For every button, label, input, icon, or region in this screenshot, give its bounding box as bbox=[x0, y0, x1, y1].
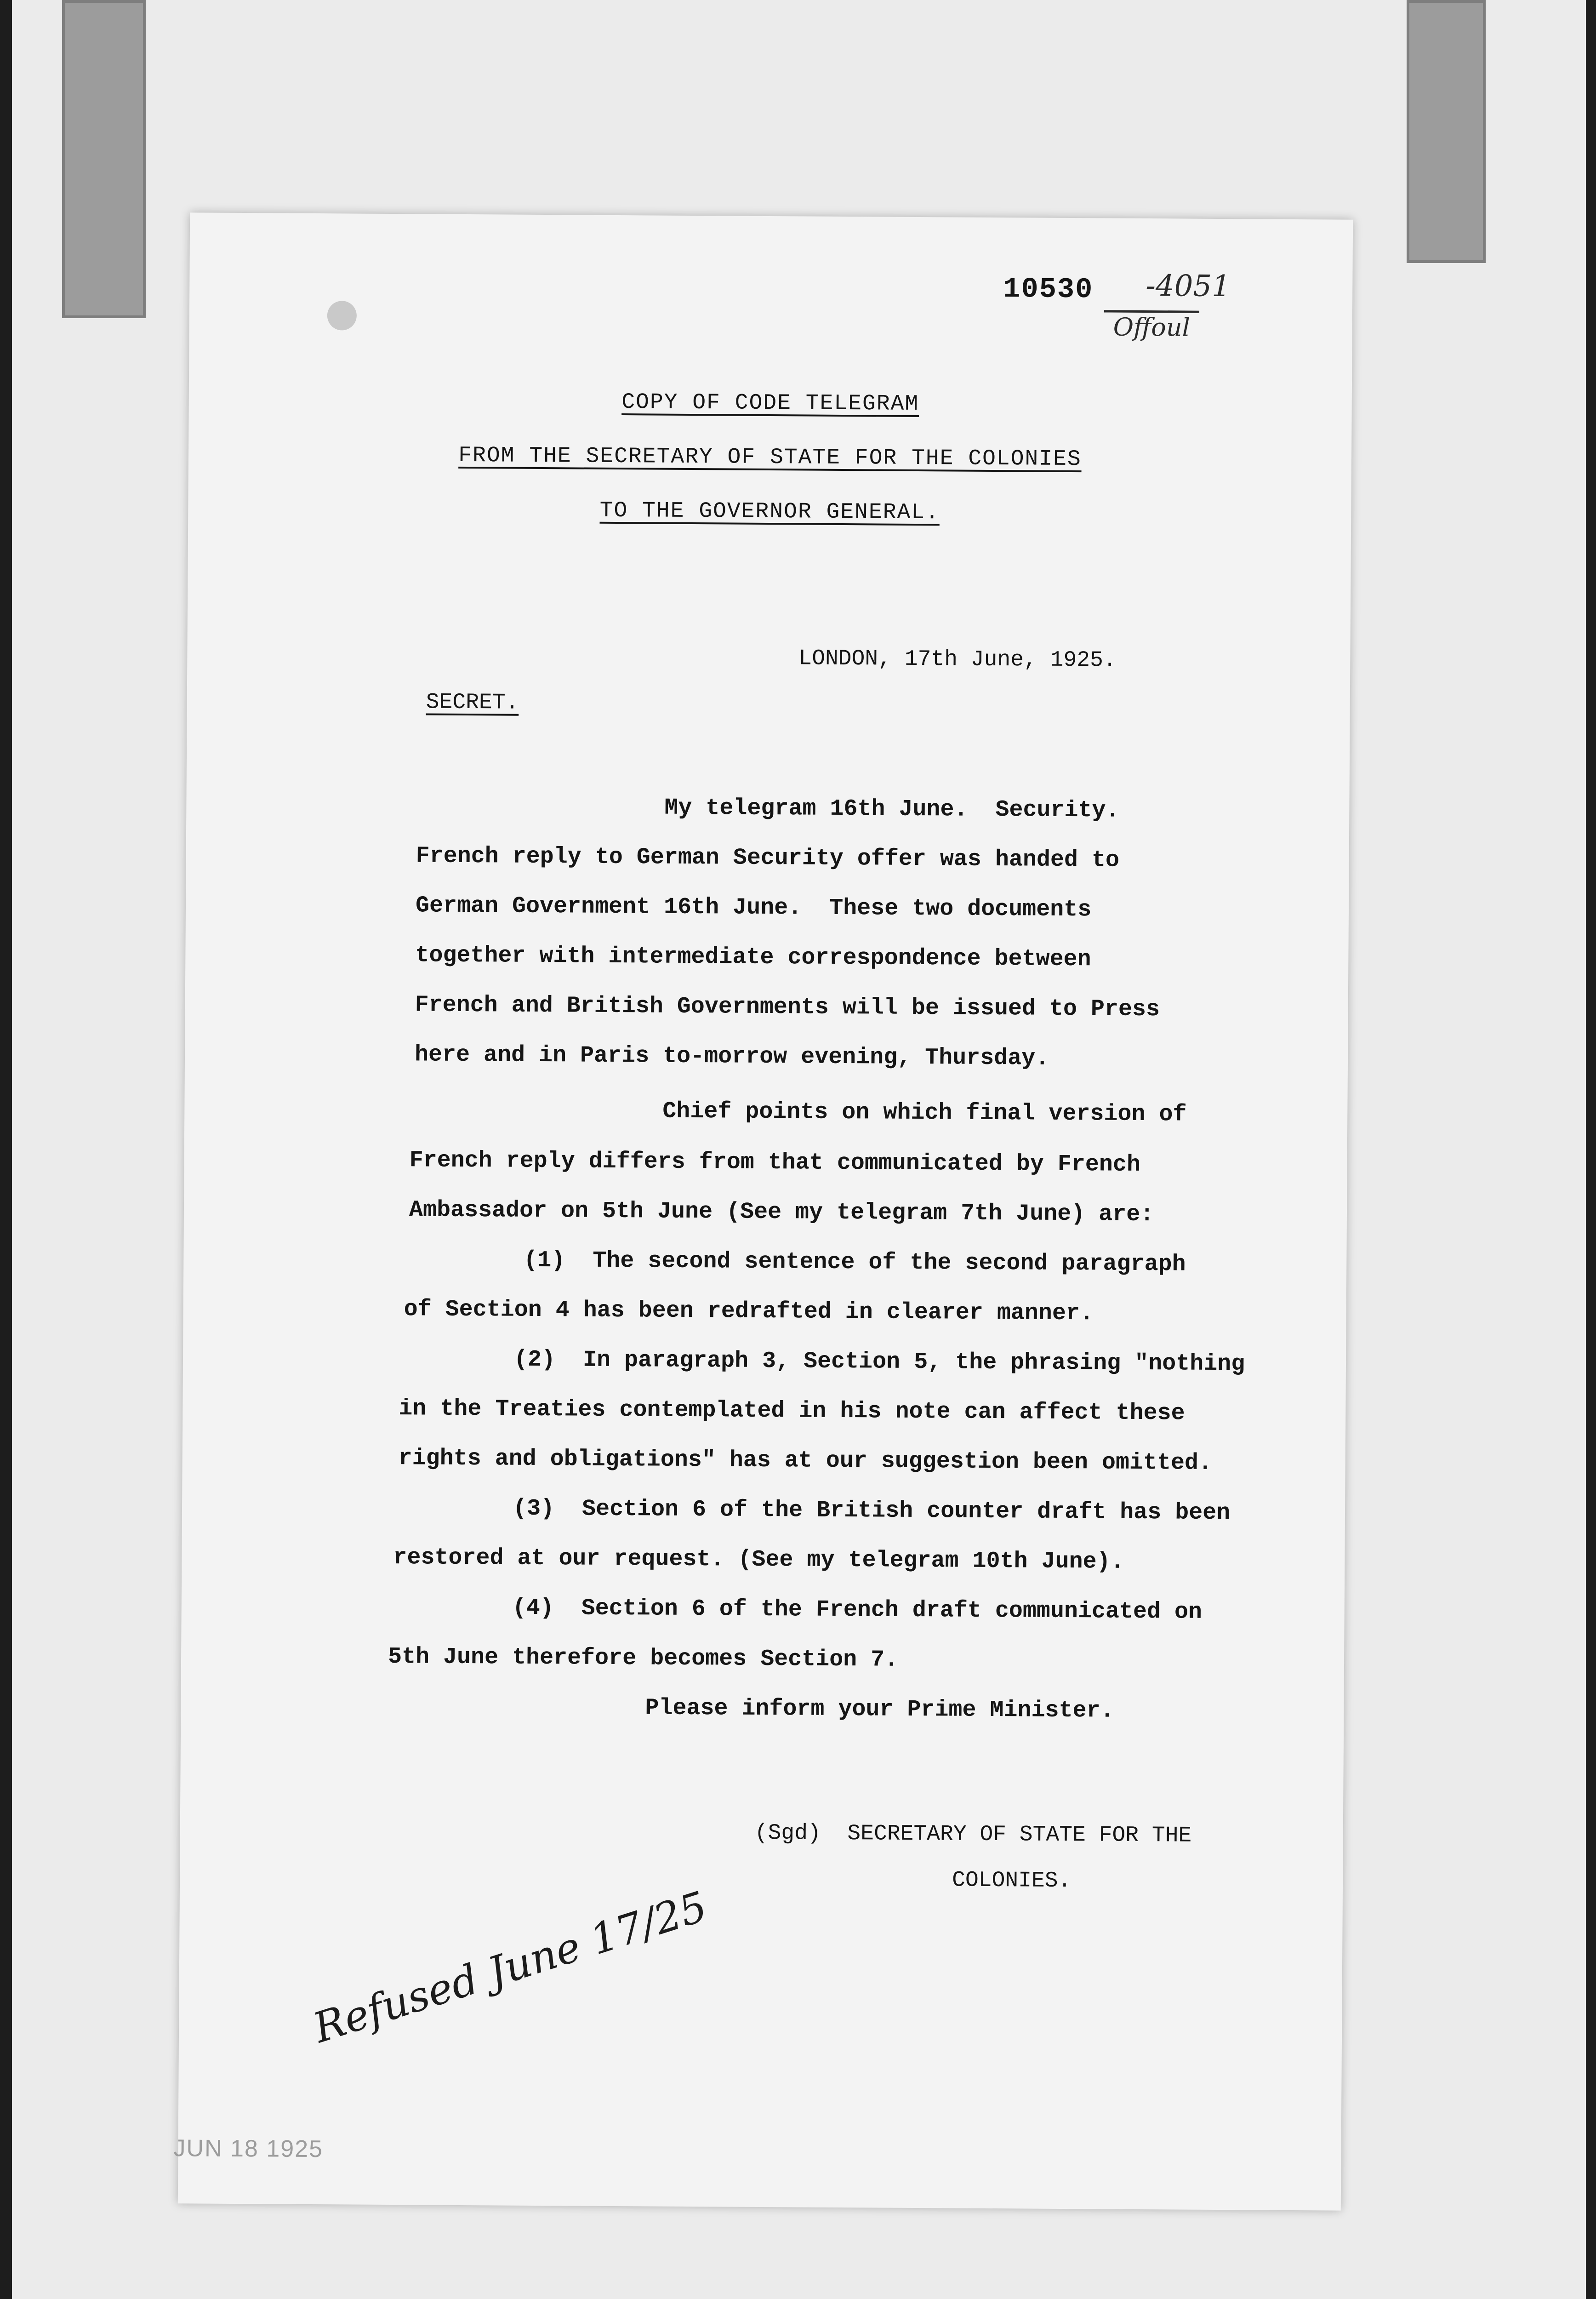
reference-handwriting: -4051 bbox=[1146, 269, 1231, 304]
body-line: German Government 16th June. These two documents bbox=[415, 892, 1092, 923]
film-border-right bbox=[1586, 0, 1596, 2299]
signature-line-2: COLONIES. bbox=[952, 1868, 1072, 1894]
body-line: (1) The second sentence of the second paragraph bbox=[524, 1247, 1186, 1278]
classification: SECRET. bbox=[426, 690, 519, 715]
reference-handwriting-2: Offoul bbox=[1104, 310, 1200, 342]
body-line: My telegram 16th June. Security. bbox=[664, 795, 1120, 824]
heading-line-2: FROM THE SECRETARY OF STATE FOR THE COLONIES bbox=[458, 443, 1082, 472]
dateline: LONDON, 17th June, 1925. bbox=[798, 646, 1117, 673]
body-line: (4) Section 6 of the French draft communicated on bbox=[512, 1595, 1203, 1625]
body-line: (3) Section 6 of the British counter draft has been bbox=[513, 1495, 1231, 1527]
body-line: 5th June therefore becomes Section 7. bbox=[388, 1644, 899, 1673]
film-border-left bbox=[0, 0, 12, 2299]
telegram-sheet bbox=[173, 212, 1353, 2210]
body-line: Ambassador on 5th June (See my telegram 7th June) are: bbox=[409, 1197, 1154, 1228]
handwritten-note: Refused June 17/25 bbox=[308, 1882, 713, 2053]
body-line: rights and obligations" has at our suggestion been omitted. bbox=[398, 1445, 1213, 1476]
tape-strip bbox=[1407, 0, 1486, 263]
heading-line-1: COPY OF CODE TELEGRAM bbox=[621, 390, 919, 417]
body-line: French reply to German Security offer was handed to bbox=[416, 843, 1120, 874]
body-line: restored at our request. (See my telegram 10th June). bbox=[393, 1544, 1124, 1575]
body-line: French reply differs from that communicated by French bbox=[409, 1147, 1141, 1178]
body-line: French and British Governments will be issued to Press bbox=[415, 992, 1160, 1023]
body-line: here and in Paris to-morrow evening, Thursday. bbox=[414, 1041, 1049, 1072]
tape-strip bbox=[62, 0, 146, 318]
signature-line-1: (Sgd) SECRETARY OF STATE FOR THE bbox=[754, 1820, 1192, 1848]
body-line: (2) In paragraph 3, Section 5, the phrasing "nothing bbox=[513, 1346, 1245, 1378]
received-stamp: JUN 18 1925 bbox=[173, 2135, 324, 2163]
punch-hole bbox=[327, 301, 357, 330]
body-line: of Section 4 has been redrafted in clearer manner. bbox=[404, 1296, 1094, 1327]
body-line: together with intermediate correspondence between bbox=[415, 942, 1091, 973]
body-line: Chief points on which final version of bbox=[662, 1098, 1187, 1128]
reference-number: 10530 bbox=[1003, 273, 1094, 306]
body-line: in the Treaties contemplated in his note can affect these bbox=[399, 1395, 1185, 1427]
heading-line-3: TO THE GOVERNOR GENERAL. bbox=[599, 498, 940, 526]
body-line: Please inform your Prime Minister. bbox=[645, 1695, 1114, 1724]
